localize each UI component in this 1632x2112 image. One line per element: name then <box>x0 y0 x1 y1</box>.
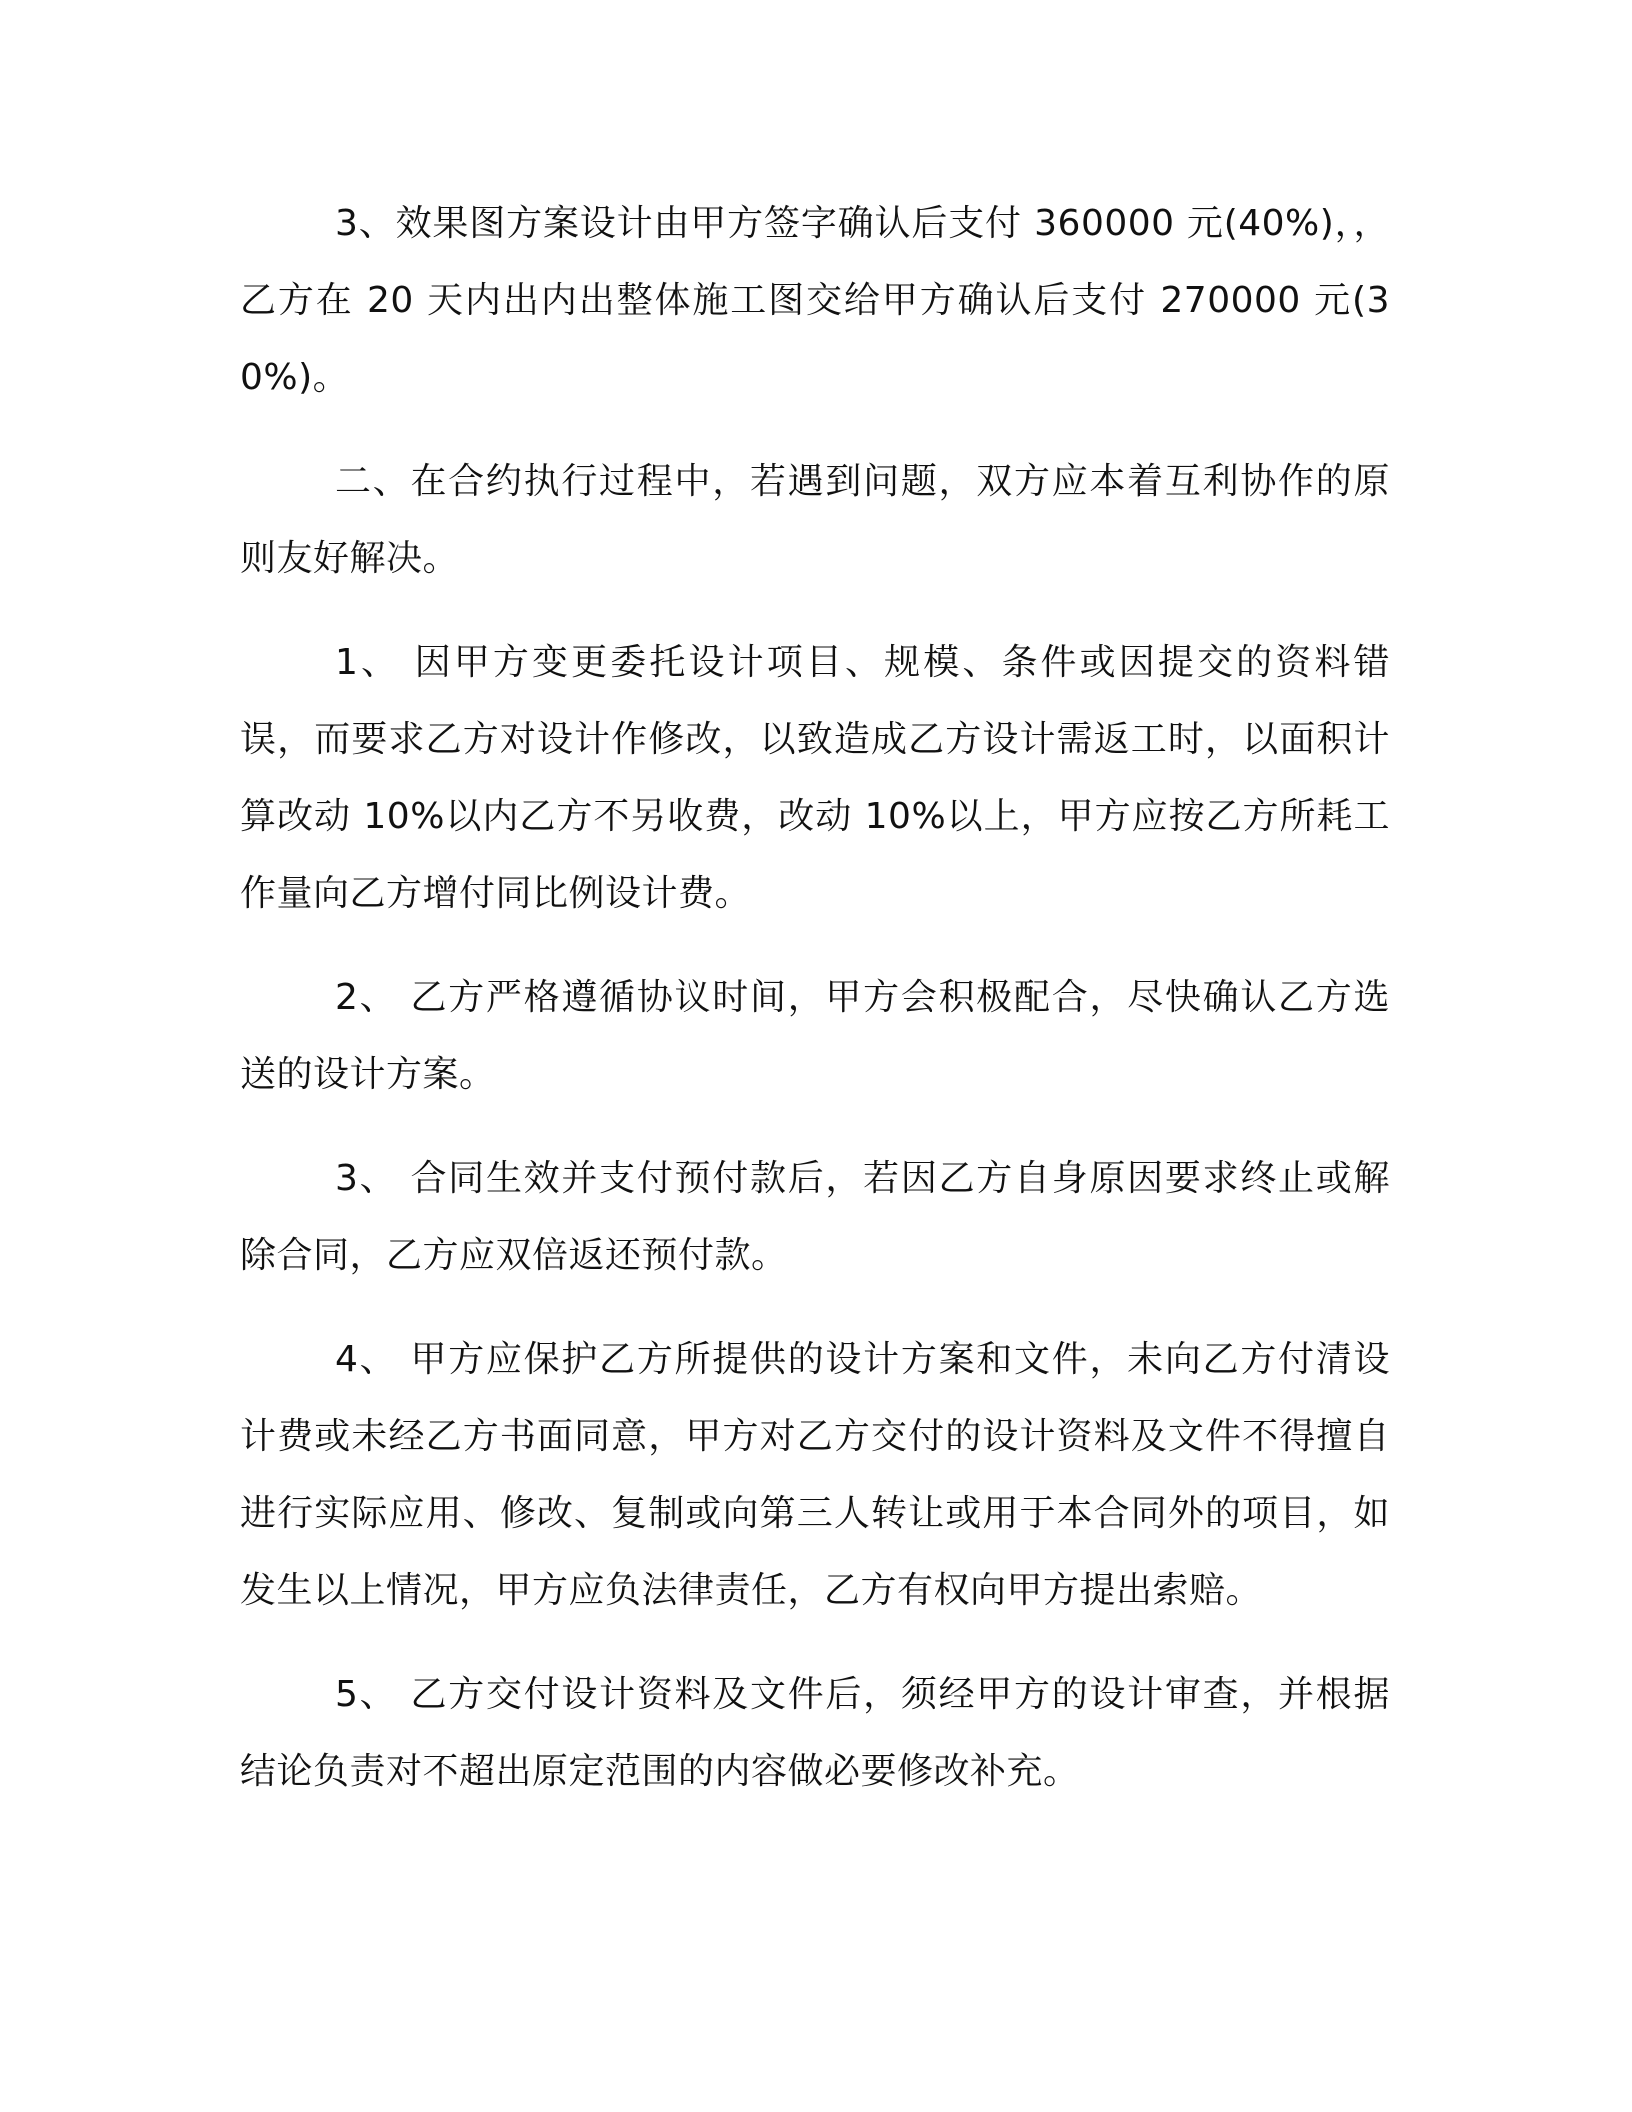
paragraph-clause-1: 1、 因甲方变更委托设计项目、规模、条件或因提交的资料错误，而要求乙方对设计作修改，以致造成乙方设计需返工时，以面积计算改动 10%以内乙方不另收费，改动 10%以上，甲方应按乙方所耗工作量向乙方增付同比例设计费。 <box>240 642 1390 914</box>
paragraph-clause-5: 5、 乙方交付设计资料及文件后，须经甲方的设计审查，并根据结论负责对不超出原定范围的内容做必要修改补充。 <box>240 1674 1390 1792</box>
paragraph-clause-4: 4、 甲方应保护乙方所提供的设计方案和文件，未向乙方付清设计费或未经乙方书面同意，甲方对乙方交付的设计资料及文件不得擅自进行实际应用、修改、复制或向第三人转让或用于本合同外的项目，如发生以上情况，甲方应负法律责任，乙方有权向甲方提出索赔。 <box>240 1339 1390 1611</box>
paragraph-clause-3: 3、 合同生效并支付预付款后，若因乙方自身原因要求终止或解除合同，乙方应双倍返还预付款。 <box>240 1158 1390 1276</box>
document-body <box>240 185 1390 1837</box>
paragraph-payment-terms: 3、效果图方案设计由甲方签字确认后支付 360000 元(40%)，，乙方在 20 天内出内出整体施工图交给甲方确认后支付 270000 元(30%)。 <box>240 203 1390 398</box>
paragraph-clause-2: 2、 乙方严格遵循协议时间，甲方会积极配合，尽快确认乙方选送的设计方案。 <box>240 977 1390 1095</box>
paragraph-section-two-heading: 二、在合约执行过程中，若遇到问题，双方应本着互利协作的原则友好解决。 <box>240 461 1390 579</box>
